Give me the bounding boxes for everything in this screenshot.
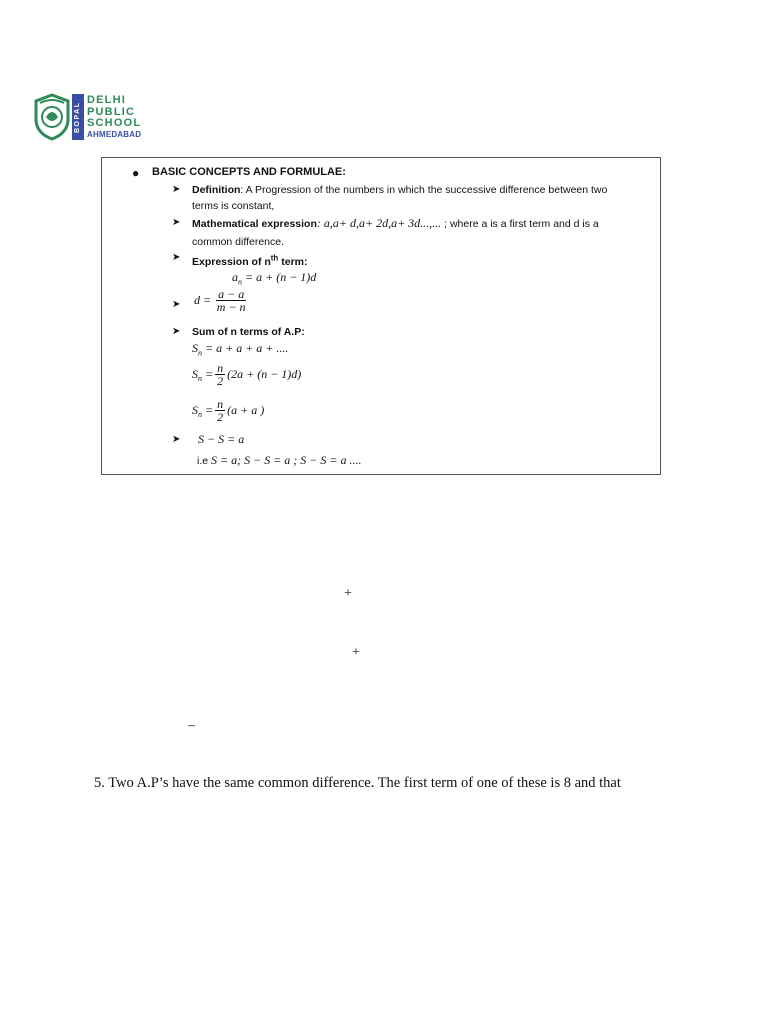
math-expression-line: [192, 215, 599, 232]
sum-formula-1: $S_n = a + a + a$ + ....: [192, 341, 289, 358]
arrow-bullet-icon: ➤: [172, 434, 181, 445]
math-expression-formula: : a,a+ d,a+ 2d,a+ 3d...,...: [316, 216, 442, 230]
arrow-bullet-icon: ➤: [172, 217, 181, 228]
arrow-bullet-icon: ➤: [172, 299, 181, 310]
difference-formula: S − S = a: [198, 432, 245, 446]
arrow-bullet-icon: ➤: [172, 252, 181, 263]
math-expression-text: ; where a is a first term and d is a: [444, 218, 599, 230]
bullet-dot-icon: ●: [132, 166, 140, 180]
d-formula: d = $\frac{a - a}{m - n}$: [194, 287, 246, 314]
definition-line: [192, 182, 607, 198]
definition-label: Definition: [192, 184, 241, 196]
minus-sign: –: [188, 718, 195, 733]
arrow-bullet-icon: ➤: [172, 184, 181, 195]
sum-label: Sum of n terms of A.P:: [192, 326, 305, 338]
school-logo: [32, 93, 144, 145]
definition-line-2: terms is constant,: [192, 200, 275, 212]
question-5: 5. Two A.P’s have the same common difference. The first term of one of these is 8 and that: [94, 775, 621, 791]
ie-line: i.e S = a; S − S = a ; S − S = a ....: [197, 453, 362, 467]
math-expression-label: Mathematical expression: [192, 218, 317, 230]
logo-side-text: BOPAL: [72, 94, 84, 140]
nth-term-label: Expression of $n^{th}$ term:: [192, 253, 308, 268]
sum-formula-3: $S_n$ = $\frac{n}{2}$ (a + a ): [192, 397, 265, 424]
school-emblem-icon: [32, 93, 72, 141]
logo-city: AHMEDABAD: [87, 130, 142, 139]
logo-school-name: DELHI PUBLIC SCHOOL: [87, 94, 142, 129]
plus-sign: +: [344, 586, 352, 601]
nth-term-formula: $a_n = a + (n - 1)d$: [232, 270, 317, 287]
sum-formula-2: $S_n$ = $\frac{n}{2}$ (2a + (n − 1)d): [192, 361, 302, 388]
math-expression-line-2: common difference.: [192, 236, 285, 248]
box-heading: BASIC CONCEPTS AND FORMULAE:: [152, 166, 346, 178]
definition-text: : A Progression of the numbers in which the successive difference between two: [240, 184, 608, 196]
formulae-box: [101, 157, 661, 475]
plus-sign: +: [352, 645, 360, 660]
arrow-bullet-icon: ➤: [172, 326, 181, 337]
